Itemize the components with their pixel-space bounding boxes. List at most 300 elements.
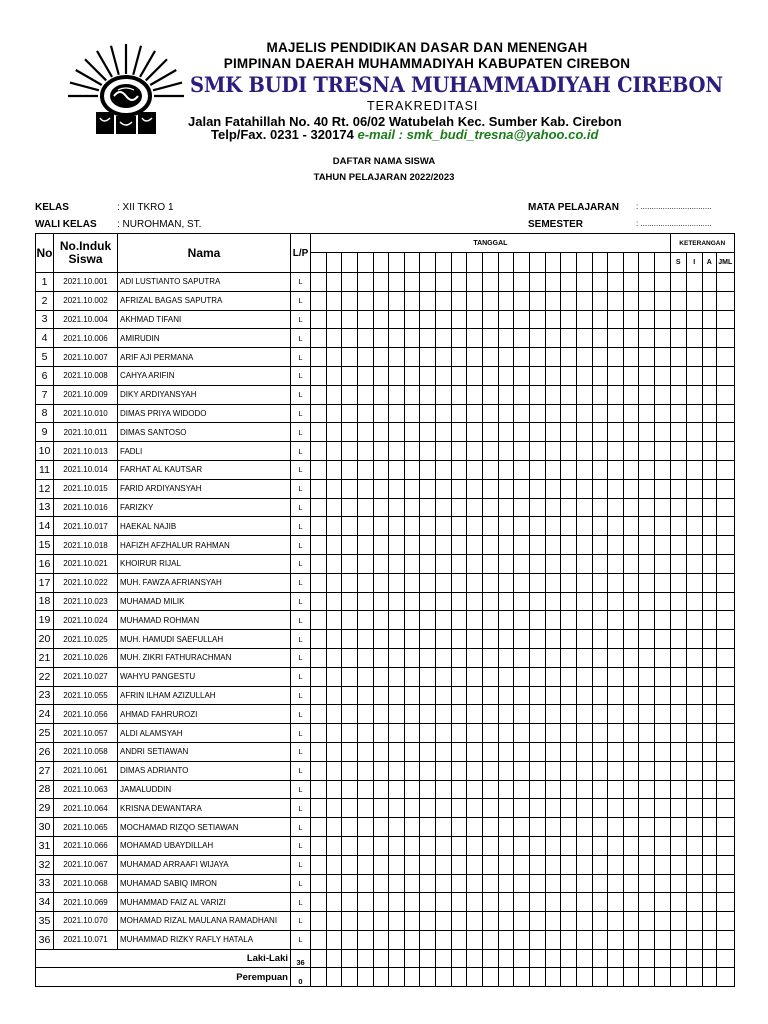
attendance-cell[interactable]	[639, 761, 655, 780]
attendance-cell[interactable]	[326, 442, 342, 461]
attendance-cell[interactable]	[451, 423, 467, 442]
attendance-cell[interactable]	[436, 592, 452, 611]
attendance-cell[interactable]	[639, 836, 655, 855]
attendance-cell[interactable]	[311, 742, 327, 761]
attendance-cell[interactable]	[716, 423, 734, 442]
attendance-cell[interactable]	[373, 686, 389, 705]
attendance-cell[interactable]	[311, 479, 327, 498]
attendance-cell[interactable]	[342, 855, 358, 874]
summary-cell[interactable]	[639, 968, 655, 987]
attendance-cell[interactable]	[498, 611, 514, 630]
attendance-cell[interactable]	[686, 460, 702, 479]
attendance-cell[interactable]	[529, 442, 545, 461]
attendance-cell[interactable]	[670, 348, 686, 367]
attendance-cell[interactable]	[467, 893, 483, 912]
attendance-cell[interactable]	[639, 536, 655, 555]
attendance-cell[interactable]	[357, 385, 373, 404]
attendance-cell[interactable]	[608, 385, 624, 404]
date-cell[interactable]	[483, 253, 499, 273]
attendance-cell[interactable]	[342, 536, 358, 555]
attendance-cell[interactable]	[404, 630, 420, 649]
attendance-cell[interactable]	[576, 273, 592, 292]
attendance-cell[interactable]	[404, 404, 420, 423]
attendance-cell[interactable]	[420, 912, 436, 931]
attendance-cell[interactable]	[467, 310, 483, 329]
attendance-cell[interactable]	[670, 404, 686, 423]
summary-cell[interactable]	[342, 968, 358, 987]
attendance-cell[interactable]	[404, 818, 420, 837]
attendance-cell[interactable]	[451, 686, 467, 705]
attendance-cell[interactable]	[623, 611, 639, 630]
attendance-cell[interactable]	[311, 536, 327, 555]
attendance-cell[interactable]	[467, 348, 483, 367]
attendance-cell[interactable]	[608, 630, 624, 649]
attendance-cell[interactable]	[670, 930, 686, 949]
summary-cell[interactable]	[576, 968, 592, 987]
attendance-cell[interactable]	[436, 836, 452, 855]
attendance-cell[interactable]	[342, 517, 358, 536]
attendance-cell[interactable]	[514, 705, 530, 724]
attendance-cell[interactable]	[561, 554, 577, 573]
attendance-cell[interactable]	[404, 724, 420, 743]
attendance-cell[interactable]	[326, 799, 342, 818]
attendance-cell[interactable]	[373, 648, 389, 667]
attendance-cell[interactable]	[670, 442, 686, 461]
attendance-cell[interactable]	[702, 385, 716, 404]
attendance-cell[interactable]	[702, 554, 716, 573]
summary-cell[interactable]	[529, 968, 545, 987]
attendance-cell[interactable]	[436, 667, 452, 686]
attendance-cell[interactable]	[404, 310, 420, 329]
attendance-cell[interactable]	[529, 761, 545, 780]
attendance-cell[interactable]	[686, 742, 702, 761]
attendance-cell[interactable]	[608, 874, 624, 893]
attendance-cell[interactable]	[326, 930, 342, 949]
attendance-cell[interactable]	[686, 611, 702, 630]
summary-cell[interactable]	[342, 949, 358, 968]
summary-cell[interactable]	[467, 968, 483, 987]
attendance-cell[interactable]	[326, 724, 342, 743]
attendance-cell[interactable]	[436, 460, 452, 479]
attendance-cell[interactable]	[545, 724, 561, 743]
attendance-cell[interactable]	[373, 536, 389, 555]
attendance-cell[interactable]	[436, 648, 452, 667]
attendance-cell[interactable]	[342, 667, 358, 686]
attendance-cell[interactable]	[702, 799, 716, 818]
attendance-cell[interactable]	[436, 799, 452, 818]
attendance-cell[interactable]	[311, 404, 327, 423]
attendance-cell[interactable]	[357, 836, 373, 855]
attendance-cell[interactable]	[326, 573, 342, 592]
attendance-cell[interactable]	[483, 273, 499, 292]
attendance-cell[interactable]	[639, 667, 655, 686]
attendance-cell[interactable]	[686, 479, 702, 498]
attendance-cell[interactable]	[639, 648, 655, 667]
attendance-cell[interactable]	[467, 836, 483, 855]
attendance-cell[interactable]	[514, 893, 530, 912]
attendance-cell[interactable]	[373, 799, 389, 818]
attendance-cell[interactable]	[373, 291, 389, 310]
attendance-cell[interactable]	[545, 423, 561, 442]
attendance-cell[interactable]	[576, 385, 592, 404]
attendance-cell[interactable]	[623, 479, 639, 498]
attendance-cell[interactable]	[655, 442, 671, 461]
attendance-cell[interactable]	[716, 592, 734, 611]
attendance-cell[interactable]	[716, 329, 734, 348]
attendance-cell[interactable]	[686, 799, 702, 818]
attendance-cell[interactable]	[498, 893, 514, 912]
attendance-cell[interactable]	[716, 404, 734, 423]
attendance-cell[interactable]	[623, 686, 639, 705]
attendance-cell[interactable]	[514, 780, 530, 799]
attendance-cell[interactable]	[483, 385, 499, 404]
attendance-cell[interactable]	[436, 536, 452, 555]
attendance-cell[interactable]	[623, 348, 639, 367]
attendance-cell[interactable]	[389, 780, 405, 799]
attendance-cell[interactable]	[389, 310, 405, 329]
attendance-cell[interactable]	[514, 611, 530, 630]
attendance-cell[interactable]	[639, 442, 655, 461]
attendance-cell[interactable]	[357, 611, 373, 630]
attendance-cell[interactable]	[702, 686, 716, 705]
attendance-cell[interactable]	[639, 310, 655, 329]
attendance-cell[interactable]	[389, 893, 405, 912]
attendance-cell[interactable]	[373, 517, 389, 536]
attendance-cell[interactable]	[373, 705, 389, 724]
attendance-cell[interactable]	[404, 291, 420, 310]
attendance-cell[interactable]	[576, 818, 592, 837]
attendance-cell[interactable]	[592, 385, 608, 404]
attendance-cell[interactable]	[436, 404, 452, 423]
date-cell[interactable]	[498, 253, 514, 273]
attendance-cell[interactable]	[357, 329, 373, 348]
attendance-cell[interactable]	[357, 479, 373, 498]
attendance-cell[interactable]	[686, 912, 702, 931]
attendance-cell[interactable]	[608, 329, 624, 348]
attendance-cell[interactable]	[389, 874, 405, 893]
summary-cell[interactable]	[545, 968, 561, 987]
attendance-cell[interactable]	[404, 836, 420, 855]
attendance-cell[interactable]	[686, 291, 702, 310]
attendance-cell[interactable]	[326, 348, 342, 367]
attendance-cell[interactable]	[311, 517, 327, 536]
attendance-cell[interactable]	[326, 855, 342, 874]
attendance-cell[interactable]	[702, 442, 716, 461]
attendance-cell[interactable]	[702, 648, 716, 667]
summary-cell[interactable]	[357, 949, 373, 968]
attendance-cell[interactable]	[498, 498, 514, 517]
attendance-cell[interactable]	[326, 329, 342, 348]
attendance-cell[interactable]	[670, 799, 686, 818]
attendance-cell[interactable]	[420, 329, 436, 348]
attendance-cell[interactable]	[716, 930, 734, 949]
attendance-cell[interactable]	[498, 329, 514, 348]
attendance-cell[interactable]	[639, 724, 655, 743]
attendance-cell[interactable]	[498, 273, 514, 292]
attendance-cell[interactable]	[483, 423, 499, 442]
attendance-cell[interactable]	[592, 554, 608, 573]
attendance-cell[interactable]	[639, 460, 655, 479]
attendance-cell[interactable]	[623, 385, 639, 404]
attendance-cell[interactable]	[561, 329, 577, 348]
attendance-cell[interactable]	[608, 310, 624, 329]
attendance-cell[interactable]	[357, 442, 373, 461]
attendance-cell[interactable]	[670, 742, 686, 761]
attendance-cell[interactable]	[716, 498, 734, 517]
attendance-cell[interactable]	[483, 329, 499, 348]
attendance-cell[interactable]	[608, 404, 624, 423]
attendance-cell[interactable]	[561, 460, 577, 479]
attendance-cell[interactable]	[529, 291, 545, 310]
attendance-cell[interactable]	[342, 592, 358, 611]
attendance-cell[interactable]	[467, 724, 483, 743]
attendance-cell[interactable]	[529, 460, 545, 479]
attendance-cell[interactable]	[389, 930, 405, 949]
attendance-cell[interactable]	[716, 667, 734, 686]
date-cell[interactable]	[655, 253, 671, 273]
attendance-cell[interactable]	[561, 874, 577, 893]
attendance-cell[interactable]	[373, 667, 389, 686]
attendance-cell[interactable]	[686, 761, 702, 780]
attendance-cell[interactable]	[608, 855, 624, 874]
attendance-cell[interactable]	[483, 836, 499, 855]
attendance-cell[interactable]	[686, 855, 702, 874]
attendance-cell[interactable]	[467, 705, 483, 724]
attendance-cell[interactable]	[686, 780, 702, 799]
summary-cell[interactable]	[655, 949, 671, 968]
attendance-cell[interactable]	[357, 667, 373, 686]
attendance-cell[interactable]	[529, 536, 545, 555]
attendance-cell[interactable]	[639, 404, 655, 423]
attendance-cell[interactable]	[686, 310, 702, 329]
attendance-cell[interactable]	[623, 799, 639, 818]
attendance-cell[interactable]	[576, 517, 592, 536]
attendance-cell[interactable]	[561, 291, 577, 310]
attendance-cell[interactable]	[389, 761, 405, 780]
attendance-cell[interactable]	[608, 291, 624, 310]
attendance-cell[interactable]	[342, 836, 358, 855]
attendance-cell[interactable]	[357, 912, 373, 931]
attendance-cell[interactable]	[357, 291, 373, 310]
attendance-cell[interactable]	[342, 460, 358, 479]
attendance-cell[interactable]	[561, 686, 577, 705]
attendance-cell[interactable]	[436, 818, 452, 837]
summary-cell[interactable]	[716, 968, 734, 987]
attendance-cell[interactable]	[389, 818, 405, 837]
attendance-cell[interactable]	[529, 818, 545, 837]
attendance-cell[interactable]	[576, 855, 592, 874]
attendance-cell[interactable]	[373, 874, 389, 893]
attendance-cell[interactable]	[592, 648, 608, 667]
attendance-cell[interactable]	[311, 818, 327, 837]
attendance-cell[interactable]	[592, 799, 608, 818]
attendance-cell[interactable]	[576, 404, 592, 423]
attendance-cell[interactable]	[326, 310, 342, 329]
attendance-cell[interactable]	[655, 498, 671, 517]
attendance-cell[interactable]	[389, 630, 405, 649]
attendance-cell[interactable]	[686, 705, 702, 724]
attendance-cell[interactable]	[357, 686, 373, 705]
attendance-cell[interactable]	[451, 874, 467, 893]
attendance-cell[interactable]	[420, 423, 436, 442]
attendance-cell[interactable]	[529, 423, 545, 442]
attendance-cell[interactable]	[592, 329, 608, 348]
summary-cell[interactable]	[561, 949, 577, 968]
attendance-cell[interactable]	[655, 404, 671, 423]
attendance-cell[interactable]	[623, 818, 639, 837]
attendance-cell[interactable]	[529, 517, 545, 536]
attendance-cell[interactable]	[311, 460, 327, 479]
attendance-cell[interactable]	[483, 348, 499, 367]
attendance-cell[interactable]	[373, 836, 389, 855]
attendance-cell[interactable]	[326, 912, 342, 931]
attendance-cell[interactable]	[436, 366, 452, 385]
attendance-cell[interactable]	[436, 742, 452, 761]
attendance-cell[interactable]	[357, 780, 373, 799]
attendance-cell[interactable]	[483, 366, 499, 385]
attendance-cell[interactable]	[608, 686, 624, 705]
attendance-cell[interactable]	[702, 573, 716, 592]
attendance-cell[interactable]	[514, 855, 530, 874]
attendance-cell[interactable]	[483, 742, 499, 761]
attendance-cell[interactable]	[514, 648, 530, 667]
attendance-cell[interactable]	[342, 818, 358, 837]
attendance-cell[interactable]	[311, 836, 327, 855]
attendance-cell[interactable]	[623, 705, 639, 724]
attendance-cell[interactable]	[420, 780, 436, 799]
attendance-cell[interactable]	[404, 442, 420, 461]
attendance-cell[interactable]	[389, 686, 405, 705]
attendance-cell[interactable]	[670, 498, 686, 517]
attendance-cell[interactable]	[326, 686, 342, 705]
attendance-cell[interactable]	[623, 536, 639, 555]
attendance-cell[interactable]	[686, 366, 702, 385]
attendance-cell[interactable]	[655, 686, 671, 705]
attendance-cell[interactable]	[436, 423, 452, 442]
attendance-cell[interactable]	[342, 893, 358, 912]
attendance-cell[interactable]	[623, 366, 639, 385]
attendance-cell[interactable]	[623, 893, 639, 912]
summary-cell[interactable]	[576, 949, 592, 968]
attendance-cell[interactable]	[623, 724, 639, 743]
attendance-cell[interactable]	[545, 761, 561, 780]
attendance-cell[interactable]	[702, 536, 716, 555]
attendance-cell[interactable]	[623, 329, 639, 348]
attendance-cell[interactable]	[670, 724, 686, 743]
attendance-cell[interactable]	[514, 310, 530, 329]
attendance-cell[interactable]	[639, 385, 655, 404]
attendance-cell[interactable]	[420, 799, 436, 818]
attendance-cell[interactable]	[498, 874, 514, 893]
attendance-cell[interactable]	[467, 874, 483, 893]
attendance-cell[interactable]	[702, 855, 716, 874]
attendance-cell[interactable]	[576, 780, 592, 799]
attendance-cell[interactable]	[467, 329, 483, 348]
attendance-cell[interactable]	[467, 385, 483, 404]
attendance-cell[interactable]	[561, 761, 577, 780]
attendance-cell[interactable]	[655, 479, 671, 498]
attendance-cell[interactable]	[561, 630, 577, 649]
attendance-cell[interactable]	[436, 893, 452, 912]
attendance-cell[interactable]	[404, 366, 420, 385]
attendance-cell[interactable]	[702, 423, 716, 442]
attendance-cell[interactable]	[483, 460, 499, 479]
attendance-cell[interactable]	[639, 498, 655, 517]
attendance-cell[interactable]	[576, 329, 592, 348]
attendance-cell[interactable]	[702, 667, 716, 686]
attendance-cell[interactable]	[639, 611, 655, 630]
summary-cell[interactable]	[420, 949, 436, 968]
attendance-cell[interactable]	[545, 460, 561, 479]
summary-cell[interactable]	[389, 968, 405, 987]
attendance-cell[interactable]	[514, 630, 530, 649]
attendance-cell[interactable]	[389, 460, 405, 479]
attendance-cell[interactable]	[326, 404, 342, 423]
attendance-cell[interactable]	[357, 273, 373, 292]
attendance-cell[interactable]	[483, 498, 499, 517]
attendance-cell[interactable]	[326, 630, 342, 649]
attendance-cell[interactable]	[404, 498, 420, 517]
attendance-cell[interactable]	[608, 442, 624, 461]
attendance-cell[interactable]	[702, 705, 716, 724]
attendance-cell[interactable]	[655, 630, 671, 649]
attendance-cell[interactable]	[404, 667, 420, 686]
attendance-cell[interactable]	[357, 930, 373, 949]
attendance-cell[interactable]	[592, 348, 608, 367]
attendance-cell[interactable]	[608, 517, 624, 536]
date-cell[interactable]	[342, 253, 358, 273]
attendance-cell[interactable]	[357, 874, 373, 893]
attendance-cell[interactable]	[420, 761, 436, 780]
attendance-cell[interactable]	[451, 724, 467, 743]
attendance-cell[interactable]	[608, 667, 624, 686]
attendance-cell[interactable]	[483, 592, 499, 611]
attendance-cell[interactable]	[342, 761, 358, 780]
attendance-cell[interactable]	[529, 686, 545, 705]
attendance-cell[interactable]	[592, 536, 608, 555]
attendance-cell[interactable]	[655, 742, 671, 761]
attendance-cell[interactable]	[670, 366, 686, 385]
attendance-cell[interactable]	[639, 874, 655, 893]
attendance-cell[interactable]	[545, 498, 561, 517]
attendance-cell[interactable]	[655, 648, 671, 667]
attendance-cell[interactable]	[670, 291, 686, 310]
attendance-cell[interactable]	[608, 893, 624, 912]
summary-cell[interactable]	[467, 949, 483, 968]
summary-cell[interactable]	[436, 968, 452, 987]
date-cell[interactable]	[514, 253, 530, 273]
attendance-cell[interactable]	[639, 893, 655, 912]
attendance-cell[interactable]	[498, 310, 514, 329]
attendance-cell[interactable]	[639, 799, 655, 818]
attendance-cell[interactable]	[357, 517, 373, 536]
attendance-cell[interactable]	[576, 498, 592, 517]
attendance-cell[interactable]	[420, 686, 436, 705]
attendance-cell[interactable]	[702, 291, 716, 310]
attendance-cell[interactable]	[389, 366, 405, 385]
attendance-cell[interactable]	[561, 498, 577, 517]
attendance-cell[interactable]	[686, 874, 702, 893]
attendance-cell[interactable]	[608, 366, 624, 385]
attendance-cell[interactable]	[623, 855, 639, 874]
attendance-cell[interactable]	[342, 611, 358, 630]
attendance-cell[interactable]	[514, 329, 530, 348]
attendance-cell[interactable]	[529, 479, 545, 498]
summary-cell[interactable]	[373, 949, 389, 968]
attendance-cell[interactable]	[716, 442, 734, 461]
date-cell[interactable]	[467, 253, 483, 273]
attendance-cell[interactable]	[404, 761, 420, 780]
